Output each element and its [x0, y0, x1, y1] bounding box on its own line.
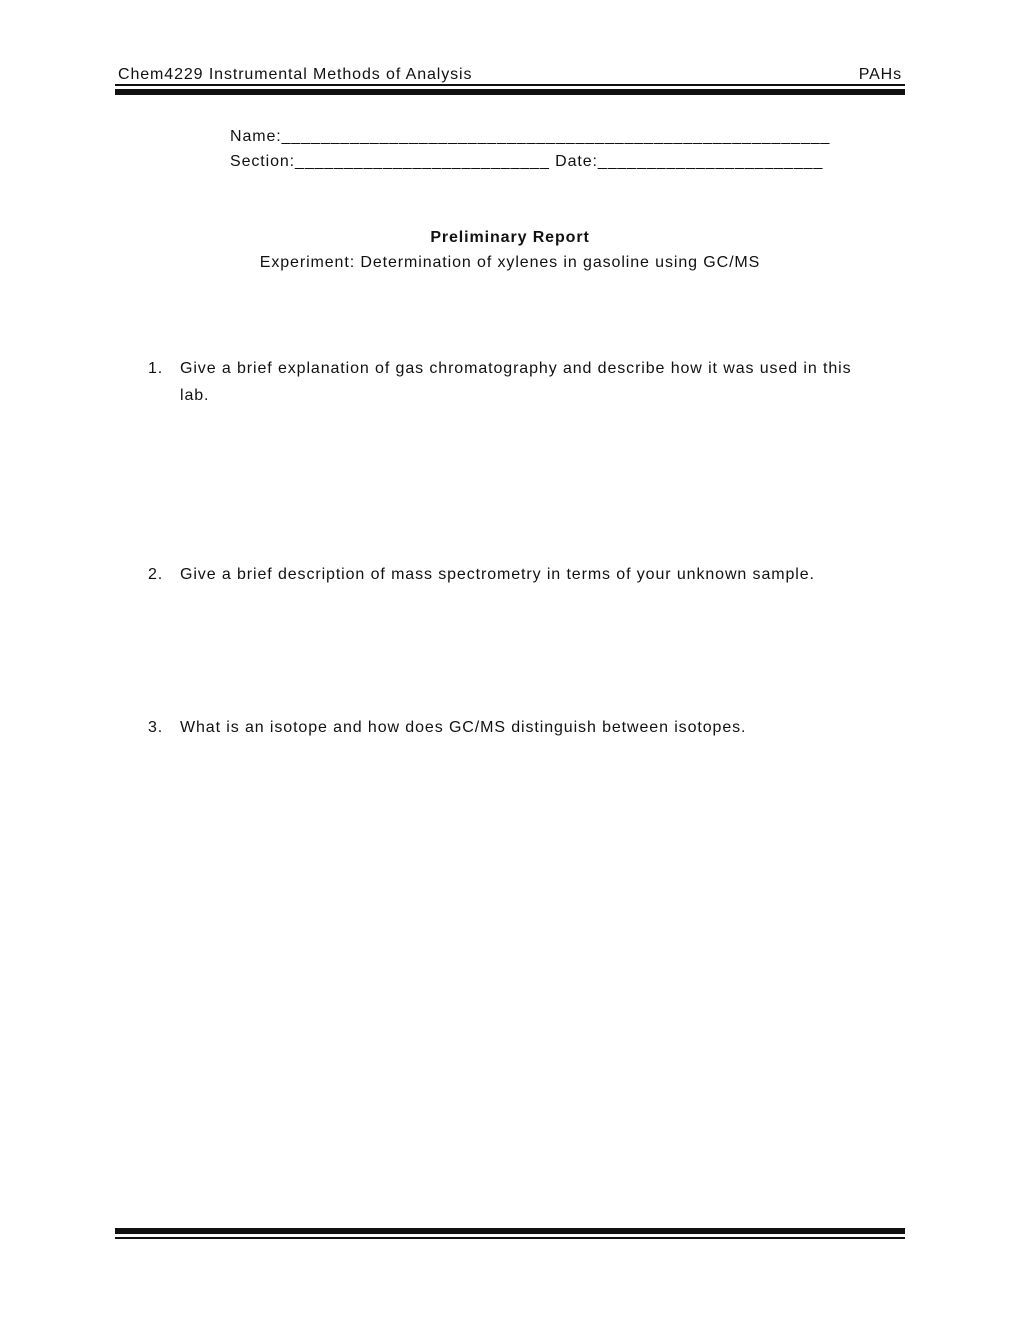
question-item	[148, 355, 878, 409]
name-blank-line: ________________________________________________________	[281, 128, 831, 145]
report-title: Preliminary Report	[430, 229, 590, 246]
question-text: Give a brief description of mass spectrometry in terms of your unknown sample.	[180, 566, 815, 583]
question-text: What is an isotope and how does GC/MS distinguish between isotopes.	[180, 719, 747, 736]
section-blank-line: __________________________	[295, 153, 550, 170]
name-line	[230, 128, 830, 146]
footer-rule-thick	[115, 1228, 905, 1234]
question-item	[148, 561, 878, 588]
date-blank-line: _______________________	[597, 153, 824, 170]
date-label: Date:	[555, 153, 598, 170]
header-course-title: Chem4229 Instrumental Methods of Analysis	[118, 66, 473, 83]
footer-rule-thin	[115, 1237, 905, 1239]
question-item	[148, 714, 878, 741]
question-number: 3.	[148, 719, 164, 736]
question-text: Give a brief explanation of gas chromatography and describe how it was used in this lab.	[180, 360, 852, 404]
question-number: 2.	[148, 566, 164, 583]
header-rule-thick	[115, 89, 905, 95]
header-rule-thin	[115, 84, 905, 86]
header-topic-label: PAHs	[858, 66, 902, 83]
name-label: Name:	[230, 128, 282, 145]
page-header	[118, 62, 902, 84]
experiment-subtitle: Experiment: Determination of xylenes in gasoline using GC/MS	[259, 254, 761, 271]
question-number: 1.	[148, 360, 164, 377]
section-label: Section:	[230, 153, 296, 170]
section-date-line	[230, 153, 823, 171]
